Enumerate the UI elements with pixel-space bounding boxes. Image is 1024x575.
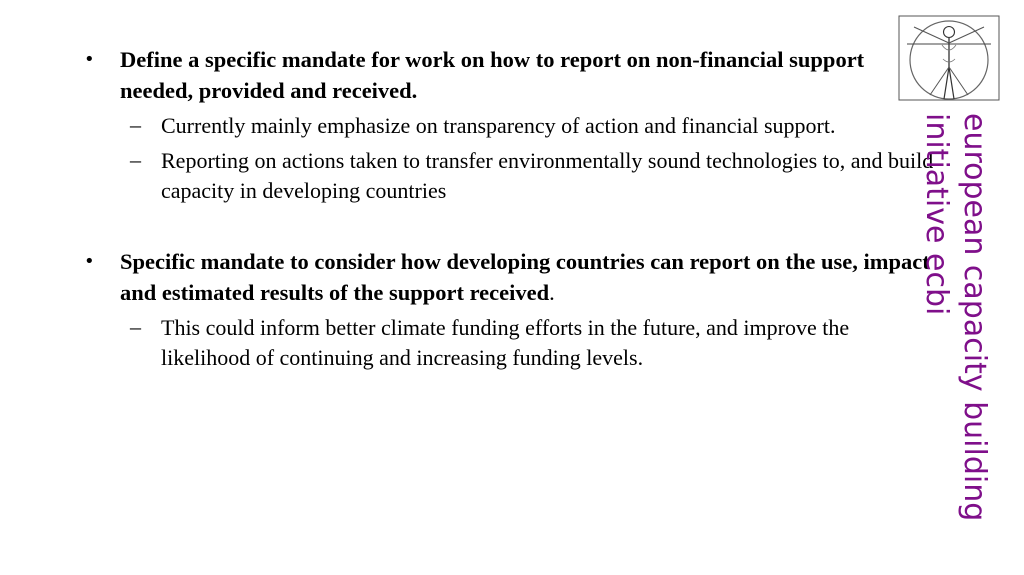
sub-bullet-marker: –: [130, 112, 141, 137]
sub-bullet-item: [84, 111, 934, 141]
bullet-tail: .: [549, 280, 555, 305]
spacer: [84, 206, 934, 246]
sub-bullet-marker: –: [130, 314, 141, 339]
sub-bullet-item: [84, 313, 934, 373]
slide-content: [84, 44, 934, 373]
sub-bullet-text: Currently mainly emphasize on transparency of action and financial support.: [161, 113, 836, 138]
sub-bullet-text: This could inform better climate funding efforts in the future, and improve the likelihood of continuing and increasing funding levels.: [161, 315, 850, 370]
bullet-marker: •: [84, 251, 95, 272]
brand-line-2: initiative ecbi: [919, 113, 954, 316]
bullet-marker: •: [84, 49, 95, 70]
bullet-text: Define a specific mandate for work on how to report on non-financial support needed, provided and received.: [120, 47, 865, 103]
bullet-text: Specific mandate to consider how developing countries can report on the use, impact and estimated results of the support received: [120, 249, 930, 305]
sub-bullet-item: [84, 146, 934, 206]
sub-bullet-text: Reporting on actions taken to transfer environmentally sound technologies to, and build capacity in developing countries: [161, 148, 934, 203]
brand-line-1: european capacity building: [957, 113, 992, 522]
sub-bullet-marker: –: [130, 147, 141, 172]
bullet-item-2: [84, 246, 934, 308]
bullet-item-1: [84, 44, 934, 106]
brand-vertical-text: [918, 113, 992, 549]
vitruvian-man-icon: [898, 15, 1000, 101]
